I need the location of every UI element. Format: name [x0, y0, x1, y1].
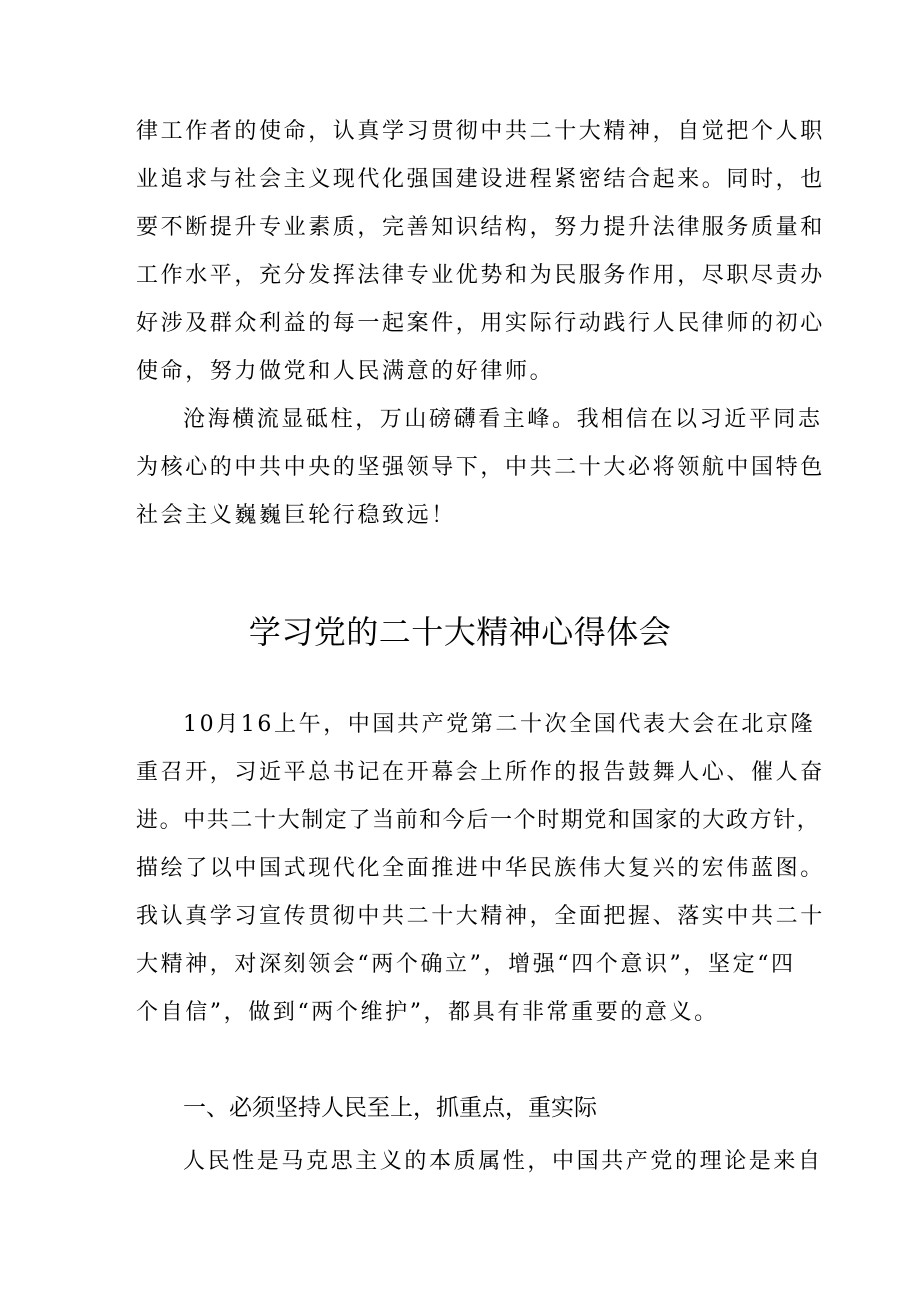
- section-1-heading: 一、必须坚持人民至上，抓重点，重实际: [183, 1095, 597, 1121]
- intro-line-7: 个自信”，做到“两个维护”，都具有非常重要的意义。: [136, 1000, 719, 1025]
- intro-line-4: 描绘了以中国式现代化全面推进中华民族伟大复兴的宏伟蓝图。: [136, 856, 825, 881]
- intro-line-6: 大精神，对深刻领会“两个确立”，增强“四个意识”，坚定“四: [136, 952, 796, 977]
- intro-line-2: 重召开，习近平总书记在开幕会上所作的报告鼓舞人心、催人奋: [136, 760, 825, 785]
- paragraph-2-line-2: 为核心的中共中央的坚强领导下，中共二十大必将领航中国特色: [136, 455, 825, 480]
- intro-line-5: 我认真学习宣传贯彻中共二十大精神，全面把握、落实中共二十: [136, 904, 825, 929]
- paragraph-1-line-2: 业追求与社会主义现代化强国建设进程紧密结合起来。同时，也: [136, 167, 825, 192]
- intro-line-1: 10月16上午，中国共产党第二十次全国代表大会在北京隆: [183, 712, 816, 737]
- article-title: 学习党的二十大精神心得体会: [248, 613, 672, 651]
- paragraph-1-line-5: 好涉及群众利益的每一起案件，用实际行动践行人民律师的初心: [136, 311, 825, 336]
- paragraph-2-line-1: 沧海横流显砥柱，万山磅礴看主峰。我相信在以习近平同志: [183, 407, 823, 432]
- paragraph-1-line-4: 工作水平，充分发挥法律专业优势和为民服务作用，尽职尽责办: [136, 263, 825, 288]
- paragraph-1-line-3: 要不断提升专业素质，完善知识结构，努力提升法律服务质量和: [136, 215, 825, 240]
- paragraph-1-line-1: 律工作者的使命，认真学习贯彻中共二十大精神，自觉把个人职: [136, 119, 825, 144]
- paragraph-2-line-3: 社会主义巍巍巨轮行稳致远！: [136, 503, 456, 528]
- intro-line-3: 进。中共二十大制定了当前和今后一个时期党和国家的大政方针，: [136, 808, 821, 833]
- section-1-line-1: 人民性是马克思主义的本质属性，中国共产党的理论是来自: [183, 1149, 823, 1174]
- paragraph-1-line-6: 使命，努力做党和人民满意的好律师。: [136, 359, 555, 384]
